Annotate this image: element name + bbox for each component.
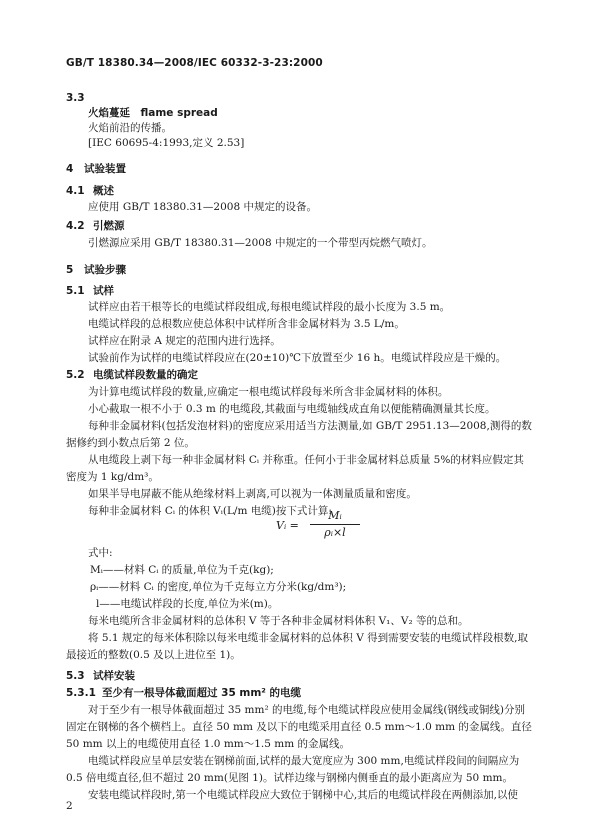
clause-title: 试验装置 bbox=[84, 163, 126, 175]
formula-lhs: Vᵢ = bbox=[276, 519, 299, 532]
document-header: GB/T 18380.34—2008/IEC 60332-3-23:2000 bbox=[66, 57, 323, 69]
clause-title: 电缆试样段数量的确定 bbox=[93, 369, 198, 381]
clause-title: 至少有一根导体截面超过 35 mm² 的电缆 bbox=[102, 687, 302, 699]
clause-number: 5 bbox=[66, 264, 74, 276]
paragraph-line: 安装电缆试样段时,第一个电缆试样段应大致位于钢梯中心,其后的电缆试样段在两侧添加,以使 bbox=[88, 789, 519, 801]
paragraph-line: 0.5 倍电缆直径,但不超过 20 mm(见图 1)。试样边缘与钢梯内侧垂直的最小距离应为 50 mm。 bbox=[66, 772, 513, 784]
where-label: 式中: bbox=[88, 547, 113, 559]
paragraph-line: 试验前作为试样的电缆试样段应在(20±10)℃下放置至少 16 h。电缆试样段应是干燥的。 bbox=[88, 352, 507, 364]
clause-number: 4.1 bbox=[66, 185, 85, 197]
clause-number: 4 bbox=[66, 163, 74, 175]
paragraph-line: 从电缆段上剥下每一种非金属材料 Cᵢ 并称重。任何小于非金属材料总质量 5%的材料应假定其 bbox=[88, 454, 524, 466]
paragraph-line: 密度为 1 kg/dm³。 bbox=[66, 471, 159, 483]
paragraph: 应使用 GB/T 18380.31—2008 中规定的设备。 bbox=[88, 201, 317, 213]
fraction-bar bbox=[310, 524, 360, 525]
paragraph: 引燃源应采用 GB/T 18380.31—2008 中规定的一个带型丙烷燃气喷灯。 bbox=[88, 237, 433, 249]
symbol-definition: ρᵢ——材料 Cᵢ 的密度,单位为千克每立方分米(kg/dm³); bbox=[90, 581, 347, 593]
formula-denominator: ρᵢ×l bbox=[324, 526, 346, 539]
paragraph-line: 电缆试样段的总根数应使总体积中试样所含非金属材料为 3.5 L/m。 bbox=[88, 318, 405, 330]
clause-title: 试验步骤 bbox=[84, 264, 126, 276]
clause-title: 试样 bbox=[93, 285, 114, 297]
paragraph-line: 将 5.1 规定的每米体积除以每米电缆非金属材料的总体积 V 得到需要安装的电缆试样段根数,取 bbox=[88, 632, 528, 644]
clause-number: 5.2 bbox=[66, 369, 85, 381]
paragraph-line: 50 mm 以上的电缆使用直径 1.0 mm～1.5 mm 的金属线。 bbox=[66, 738, 351, 750]
paragraph-line: 每米电缆所含非金属材料的总体积 V 等于各种非金属材料体积 V₁、V₂ 等的总和。 bbox=[88, 615, 469, 627]
clause-number: 5.3 bbox=[66, 670, 85, 682]
term-reference: [IEC 60695-4:1993,定义 2.53] bbox=[88, 137, 245, 149]
clause-title: 试样安装 bbox=[93, 670, 135, 682]
paragraph-line: 最接近的整数(0.5 及以上进位至 1)。 bbox=[66, 649, 241, 661]
term-definition: 火焰前沿的传播。 bbox=[88, 122, 172, 134]
volume-formula bbox=[276, 509, 386, 543]
clause-number: 4.2 bbox=[66, 220, 85, 232]
paragraph-line: 如果半导电屏蔽不能从绝缘材料上剥离,可以视为一体测量质量和密度。 bbox=[88, 488, 417, 500]
term-title: 火焰蔓延 flame spread bbox=[88, 107, 218, 119]
formula-fraction bbox=[310, 509, 360, 540]
paragraph-line: 每种非金属材料(包括发泡材料)的密度应采用适当方法测量,如 GB/T 2951.13—2008,测得的数 bbox=[88, 420, 532, 432]
clause-number: 5.1 bbox=[66, 285, 85, 297]
paragraph-line: 对于至少有一根导体截面超过 35 mm² 的电缆,每个电缆试样段应使用金属线(钢线或铜线)分别 bbox=[88, 704, 526, 716]
symbol-definition: l——电缆试样段的长度,单位为米(m)。 bbox=[96, 598, 279, 610]
paragraph-line: 每种非金属材料 Cᵢ 的体积 Vᵢ(L/m 电缆)按下式计算: bbox=[88, 505, 332, 517]
paragraph-line: 小心截取一根不小于 0.3 m 的电缆段,其截面与电缆轴线成直角以便能精确测量其长度。 bbox=[88, 403, 496, 415]
paragraph-line: 试样应在附录 A 规定的范围内进行选择。 bbox=[88, 335, 281, 347]
clause-number: 5.3.1 bbox=[66, 687, 96, 699]
symbol-definition: Mᵢ——材料 Cᵢ 的质量,单位为千克(kg); bbox=[90, 564, 274, 576]
clause-title: 引燃源 bbox=[93, 220, 125, 232]
paragraph-line: 固定在钢梯的各个横档上。直径 50 mm 及以下的电缆采用直径 0.5 mm～1.0 mm 的金属线。直径 bbox=[66, 721, 532, 733]
paragraph-line: 据修约到小数点后第 2 位。 bbox=[66, 437, 195, 449]
paragraph-line: 试样应由若干根等长的电缆试样段组成,每根电缆试样段的最小长度为 3.5 m。 bbox=[88, 301, 451, 313]
clause-number: 3.3 bbox=[66, 92, 85, 104]
clause-title: 概述 bbox=[93, 185, 114, 197]
formula-numerator: Mᵢ bbox=[328, 509, 342, 522]
paragraph-line: 为计算电缆试样段的数量,应确定一根电缆试样段每米所含非金属材料的体积。 bbox=[88, 386, 449, 398]
page-number: 2 bbox=[66, 800, 73, 812]
paragraph-line: 电缆试样段应呈单层安装在钢梯前面,试样的最大宽度应为 300 mm,电缆试样段间的间隔应为 bbox=[88, 755, 520, 767]
